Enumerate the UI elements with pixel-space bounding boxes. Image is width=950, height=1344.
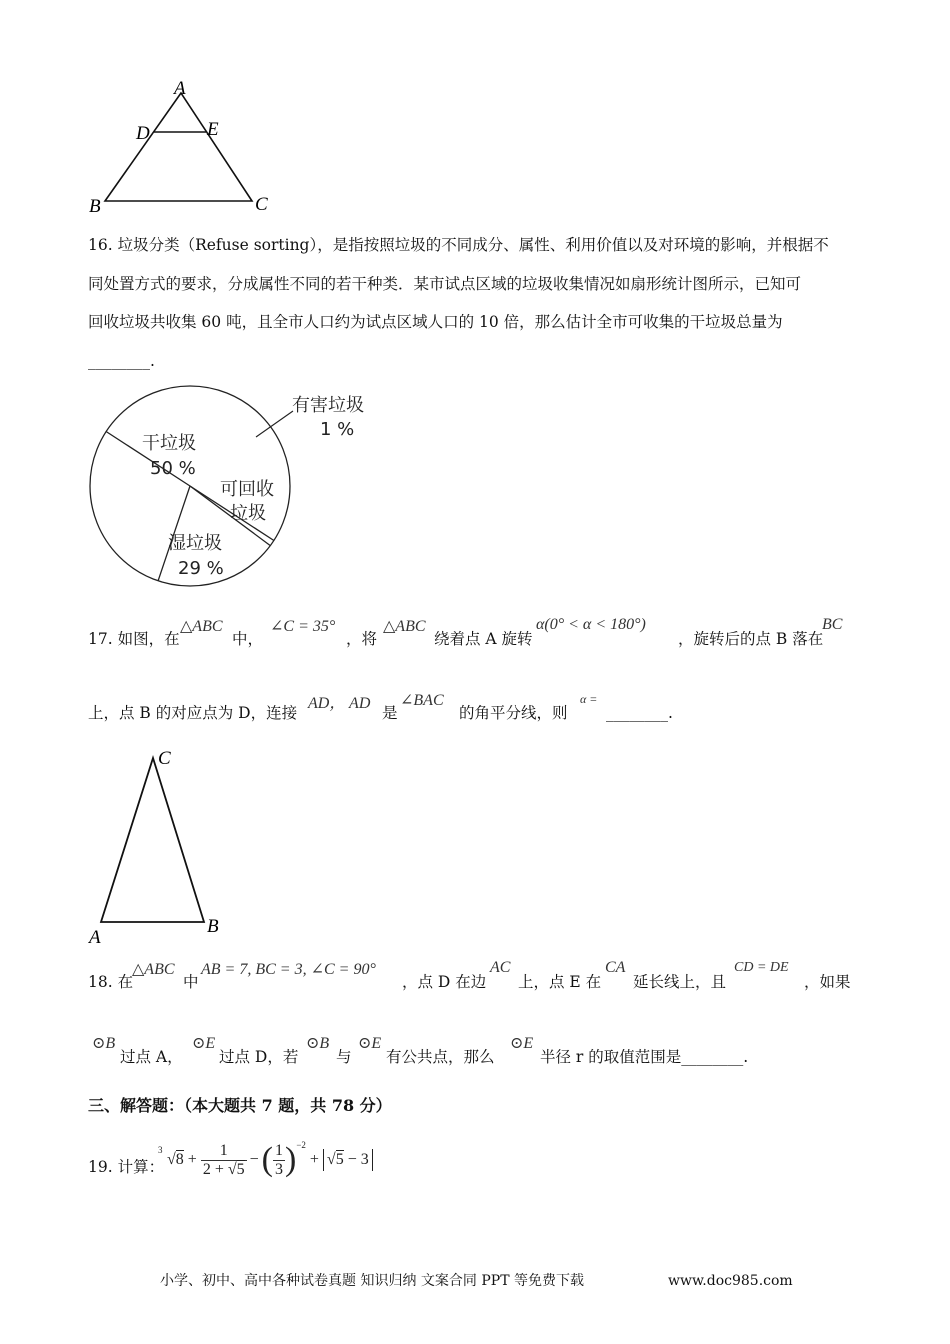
q17-text-2: 中， — [232, 630, 264, 648]
q17-math-triangle: △ABC — [180, 618, 223, 635]
pie-harmful-label: 有害垃圾 — [292, 395, 364, 416]
cube-root-radicand: 8 — [175, 1151, 184, 1168]
q17-math-triangle-2: △ABC — [383, 618, 426, 635]
q17-math-alpha-eq: α = — [580, 692, 598, 706]
q17-answer-blank: ________. — [606, 704, 673, 722]
left-paren-icon: ( — [261, 1141, 273, 1178]
cube-root — [158, 1145, 184, 1169]
q18-text-11: 半径 r 的取值范围是________. — [540, 1048, 749, 1066]
q17-text-1: 17. 如图，在 — [88, 630, 180, 648]
right-paren-icon: ) — [284, 1141, 297, 1178]
q17-text-5: ，旋转后的点 B 落在 — [678, 630, 824, 648]
root-sign-icon: √ — [326, 1151, 336, 1168]
plus-sign: + — [309, 1151, 319, 1168]
pie-recyclable-label-1: 可回收 — [220, 479, 274, 500]
pie-harmful-pct: 1 % — [320, 419, 355, 440]
q18-text-2: 中 — [183, 973, 199, 991]
q16-line1: 16. 垃圾分类（Refuse sorting），是指按照垃圾的不同成分、属性、利用价值以及对环境的影响，并根据不 — [88, 236, 829, 254]
q18-math-ca: CA — [605, 959, 626, 976]
pie-dry-pct: 50 % — [150, 458, 196, 479]
q17-text-7: 是 — [382, 704, 398, 722]
q18-math-cd-de: CD = DE — [734, 960, 789, 975]
q18-math-triangle: △ABC — [132, 961, 175, 978]
q18-math-given: AB = 7, BC = 3, ∠C = 90° — [201, 961, 376, 978]
q17-math-angle-c: ∠C = 35° — [270, 618, 336, 635]
q18-math-circle-e: ⊙E — [192, 1035, 216, 1052]
minus-sign: − — [249, 1151, 259, 1168]
q18-text-8: 过点 D，若 — [219, 1048, 299, 1066]
fraction-one-third — [273, 1142, 285, 1179]
triangle-ade-figure — [80, 75, 280, 220]
q18-math-ac: AC — [490, 959, 511, 976]
pie-recyclable-label-2: 垃圾 — [230, 503, 266, 524]
q18-math-circle-e-2: ⊙E — [358, 1035, 382, 1052]
vertex-c-label: C — [255, 194, 268, 215]
q17-text-4: 绕着点 A 旋转 — [434, 630, 533, 648]
q17-math-alpha-range: α(0° < α < 180°) — [536, 616, 646, 633]
q17-text-8: 的角平分线，则 — [459, 704, 568, 722]
fraction-denominator: 2 + √5 — [202, 1160, 245, 1178]
vertex-a-label: A — [174, 78, 186, 99]
cube-root-index: 3 — [158, 1145, 163, 1155]
fraction-denominator: 3 — [274, 1160, 283, 1178]
q18-text-1: 18. 在 — [88, 973, 134, 991]
plus-sign: + — [187, 1151, 197, 1168]
q19-expression — [158, 1134, 373, 1186]
triangle-abc-figure — [80, 740, 240, 950]
absolute-value: √5 − 3 — [323, 1149, 373, 1171]
pie-wet-label: 湿垃圾 — [168, 533, 222, 554]
fraction-one-over-two-plus-root5 — [201, 1142, 247, 1179]
q16-answer-blank: ________. — [88, 352, 155, 370]
fraction-numerator: 1 — [201, 1142, 247, 1161]
section-3-heading: 三、解答题：（本大题共 7 题，共 78 分） — [88, 1096, 392, 1115]
q18-text-10: 有公共点，那么 — [386, 1048, 495, 1066]
pie-wet-pct: 29 % — [178, 558, 224, 579]
vertex-d-label: D — [136, 123, 150, 144]
q17-math-ad: AD， AD — [308, 695, 371, 712]
q17-text-3: ，将 — [346, 630, 378, 648]
exponent: −2 — [296, 1140, 306, 1150]
fraction-numerator: 1 — [274, 1141, 283, 1159]
root-sign-icon: √ — [227, 1160, 237, 1178]
vertex-e-label: E — [207, 119, 219, 140]
q17-math-bc: BC — [822, 616, 843, 633]
pie-dry-label: 干垃圾 — [142, 433, 196, 454]
q17-math-angle-bac: ∠BAC — [400, 692, 444, 709]
q17-text-6: 上，点 B 的对应点为 D，连接 — [88, 704, 298, 722]
q18-math-circle-b-2: ⊙B — [306, 1035, 330, 1052]
root-sign-icon: √ — [167, 1151, 176, 1168]
garbage-pie-chart — [80, 385, 390, 600]
vertex-b-label: B — [89, 196, 101, 217]
q18-text-7: 过点 A， — [120, 1048, 183, 1066]
q19-prefix: 19. 计算： — [88, 1158, 165, 1176]
q18-text-9: 与 — [336, 1048, 352, 1066]
q16-line2: 同处置方式的要求，分成属性不同的若干种类．某市试点区域的垃圾收集情况如扇形统计图所示，已知可 — [88, 275, 802, 293]
vertex-b-label: B — [207, 916, 219, 937]
footer-url[interactable]: www.doc985.com — [668, 1273, 793, 1289]
footer-text: 小学、初中、高中各种试卷真题 知识归纳 文案合同 PPT 等免费下载 — [160, 1273, 584, 1289]
q18-text-6: ，如果 — [804, 973, 851, 991]
q18-text-4: 上，点 E 在 — [518, 973, 602, 991]
vertex-c-label: C — [158, 748, 171, 769]
q18-math-circle-e-3: ⊙E — [510, 1035, 534, 1052]
q18-text-5: 延长线上，且 — [633, 973, 727, 991]
q18-math-circle-b: ⊙B — [92, 1035, 116, 1052]
q18-text-3: ，点 D 在边 — [402, 973, 487, 991]
vertex-a-label: A — [89, 927, 101, 948]
q16-line3: 回收垃圾共收集 60 吨，且全市人口约为试点区域人口的 10 倍，那么估计全市可收集的干垃圾总量为 — [88, 313, 783, 331]
